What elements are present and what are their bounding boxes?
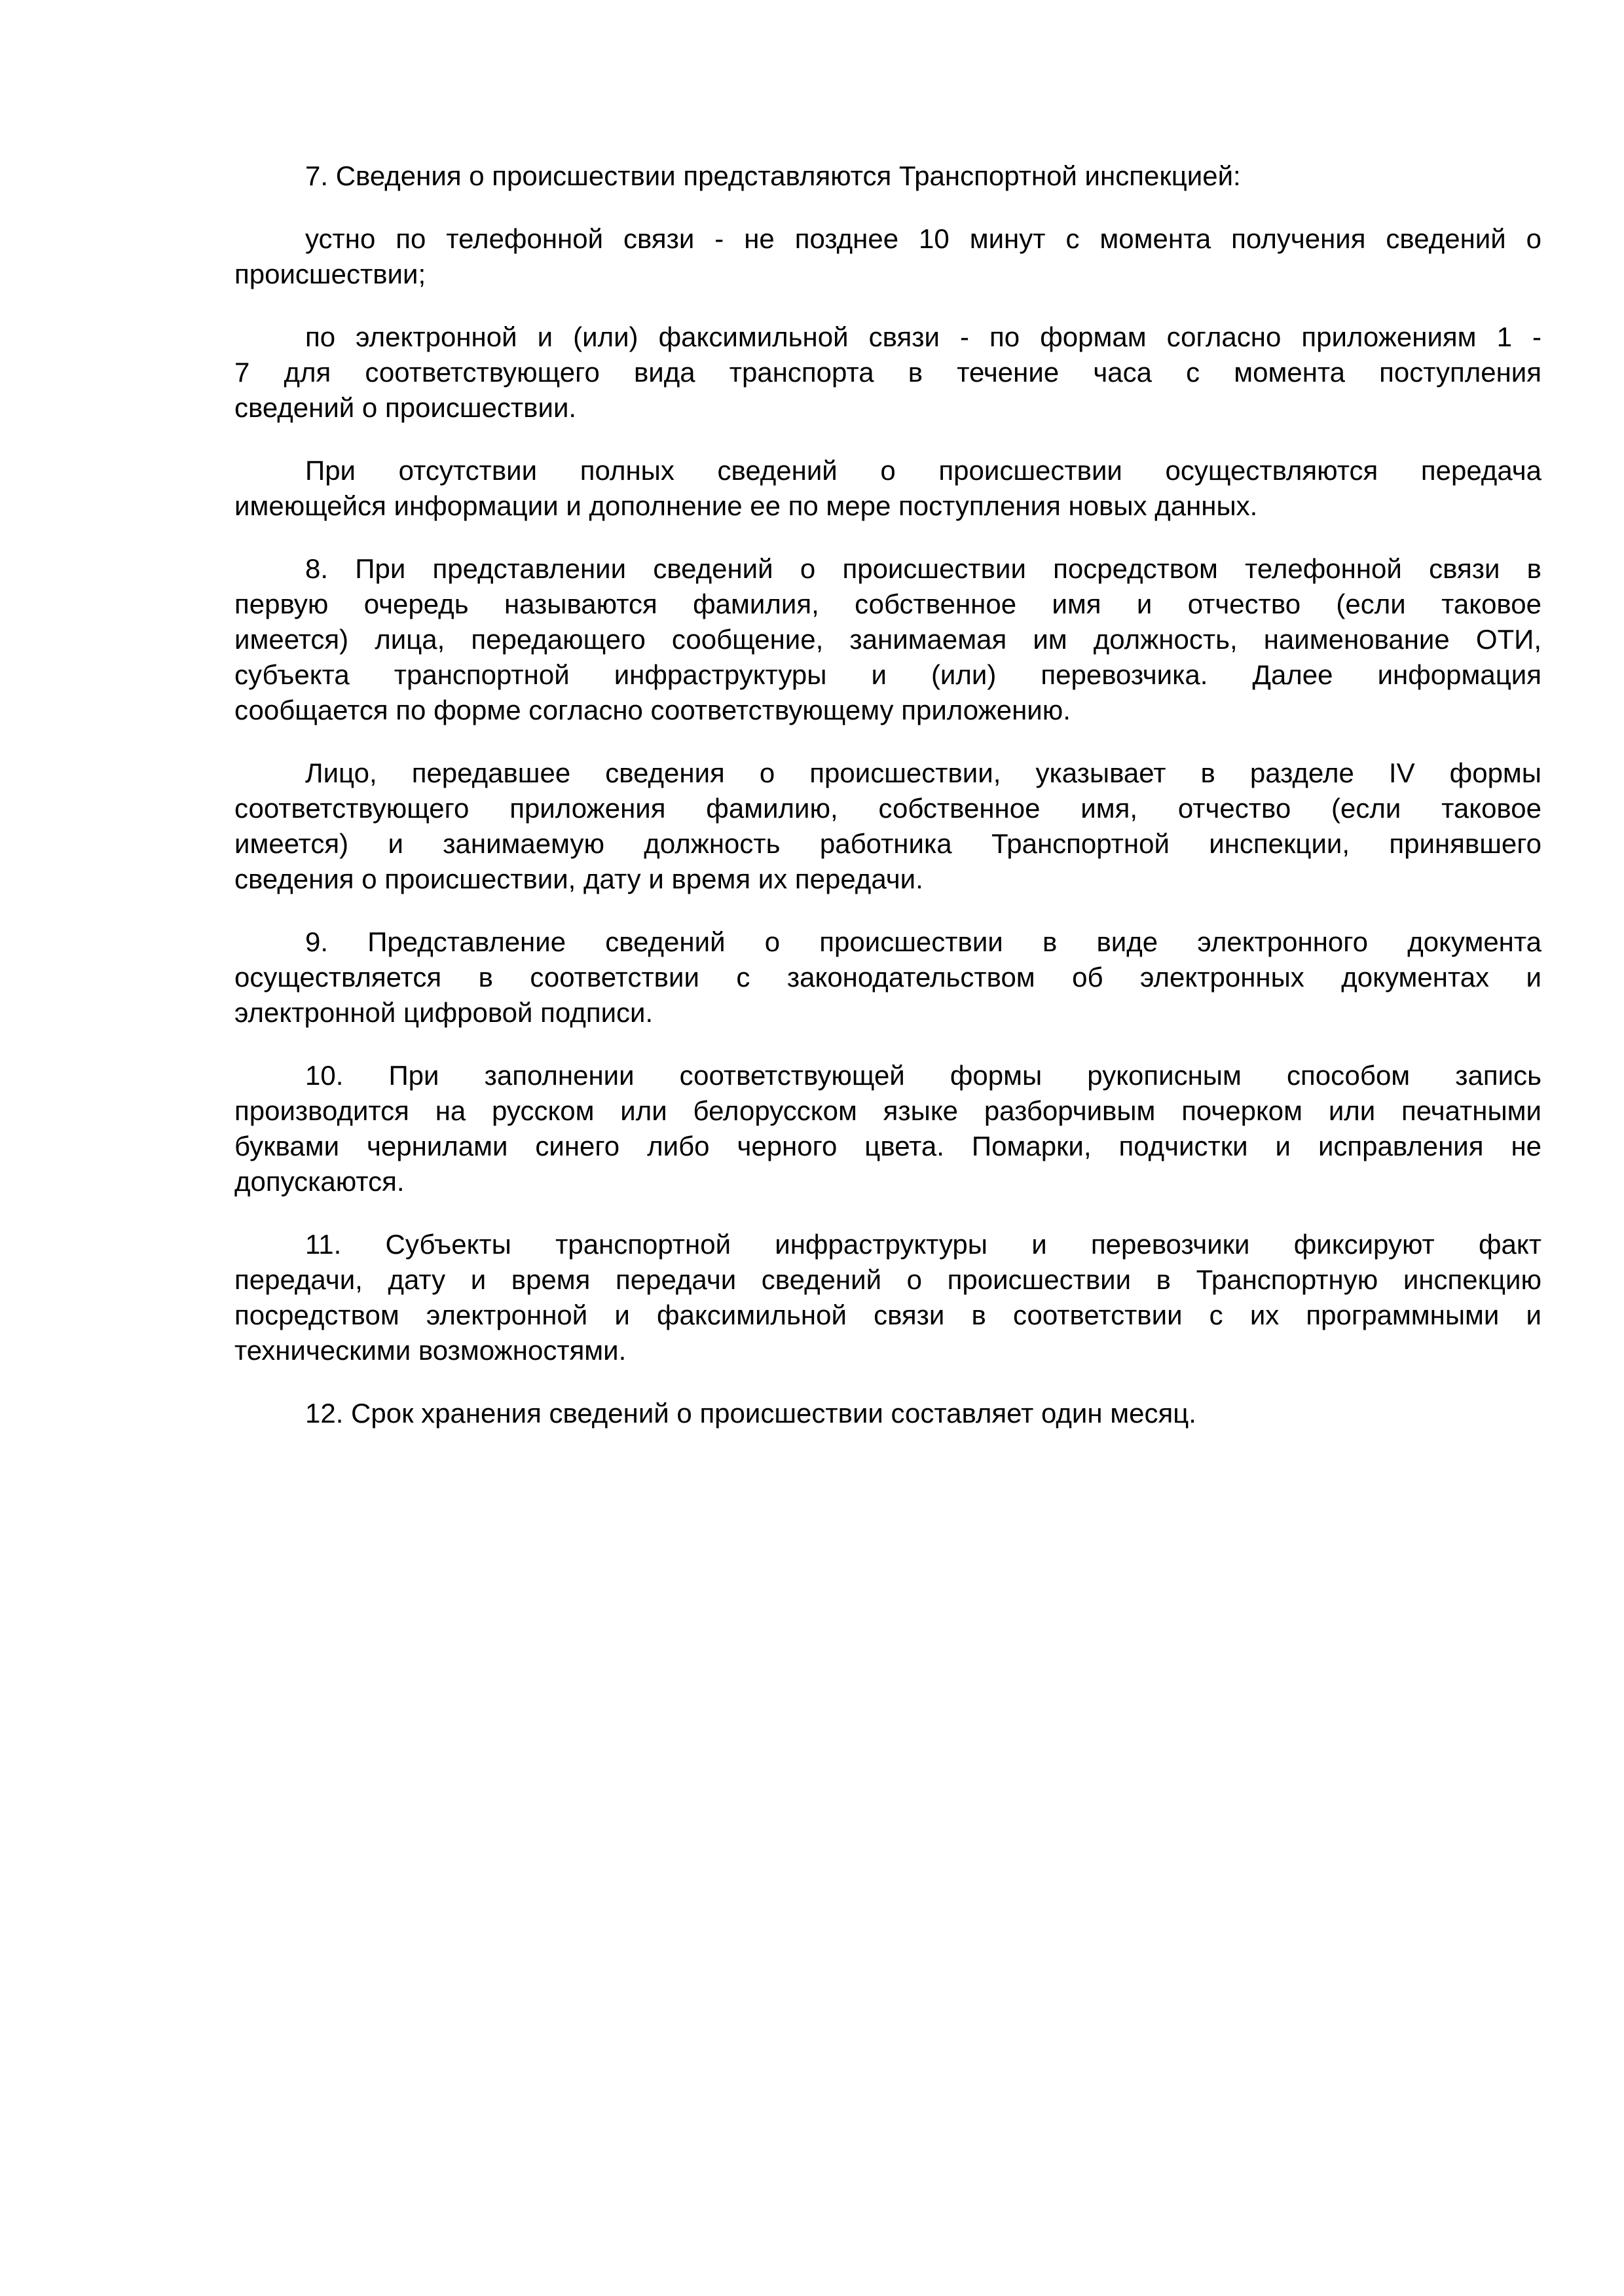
- text-line: устно по телефонной связи - не позднее 10 минут с момента получения сведений о: [305, 223, 1541, 254]
- text-line: по электронной и (или) факсимильной связи - по формам согласно приложениям 1 -: [305, 321, 1541, 352]
- text-line: 9. Представление сведений о происшествии в виде электронного документа: [305, 926, 1541, 957]
- text-line: 12. Срок хранения сведений о происшествии составляет один месяц.: [305, 1398, 1196, 1429]
- text-line: первую очередь называются фамилия, собственное имя и отчество (если таковое: [234, 589, 1541, 619]
- text-line: имеется) и занимаемую должность работника Транспортной инспекции, принявшего: [234, 828, 1541, 859]
- text-line: имеется) лица, передающего сообщение, занимаемая им должность, наименование ОТИ,: [234, 624, 1541, 655]
- text-line: имеющейся информации и дополнение ее по мере поступления новых данных.: [234, 490, 1258, 521]
- text-line: сведений о происшествии.: [234, 392, 577, 423]
- paragraph: [234, 756, 1541, 897]
- paragraph: [234, 453, 1541, 524]
- text-line: передачи, дату и время передачи сведений о происшествии в Транспортную инспекцию: [234, 1264, 1541, 1295]
- text-line: 11. Субъекты транспортной инфраструктуры и перевозчики фиксируют факт: [305, 1229, 1541, 1260]
- text-line: При отсутствии полных сведений о происшествии осуществляются передача: [305, 455, 1541, 486]
- text-line: производится на русском или белорусском языке разборчивым почерком или печатными: [234, 1095, 1541, 1126]
- text-line: Лицо, передавшее сведения о происшествии, указывает в разделе IV формы: [305, 757, 1541, 788]
- paragraph: [234, 924, 1541, 1030]
- text-line: 7 для соответствующего вида транспорта в течение часа с момента поступления: [234, 357, 1541, 388]
- text-line: субъекта транспортной инфраструктуры и (или) перевозчика. Далее информация: [234, 659, 1541, 690]
- text-line: допускаются.: [234, 1166, 405, 1197]
- paragraph: [234, 221, 1541, 292]
- text-line: осуществляется в соответствии с законодательством об электронных документах и: [234, 962, 1541, 993]
- paragraph: [234, 1227, 1541, 1368]
- text-line: сведения о происшествии, дату и время их передачи.: [234, 864, 923, 894]
- text-line: посредством электронной и факсимильной связи в соответствии с их программными и: [234, 1300, 1541, 1330]
- text-line: соответствующего приложения фамилию, собственное имя, отчество (если таковое: [234, 793, 1541, 824]
- paragraph: [234, 1396, 1541, 1431]
- text-line: сообщается по форме согласно соответствующему приложению.: [234, 695, 1071, 725]
- text-line: техническими возможностями.: [234, 1335, 627, 1366]
- text-line: 7. Сведения о происшествии представляются Транспортной инспекцией:: [305, 160, 1241, 191]
- text-line: электронной цифровой подписи.: [234, 997, 654, 1028]
- document-body: [234, 158, 1541, 1459]
- paragraph: [234, 319, 1541, 426]
- paragraph: [234, 1058, 1541, 1199]
- text-line: происшествии;: [234, 259, 426, 289]
- paragraph: [234, 551, 1541, 728]
- text-line: 10. При заполнении соответствующей формы рукописным способом запись: [305, 1060, 1541, 1091]
- text-line: 8. При представлении сведений о происшествии посредством телефонной связи в: [305, 553, 1541, 584]
- paragraph: [234, 158, 1541, 194]
- text-line: буквами чернилами синего либо черного цвета. Помарки, подчистки и исправления не: [234, 1131, 1541, 1161]
